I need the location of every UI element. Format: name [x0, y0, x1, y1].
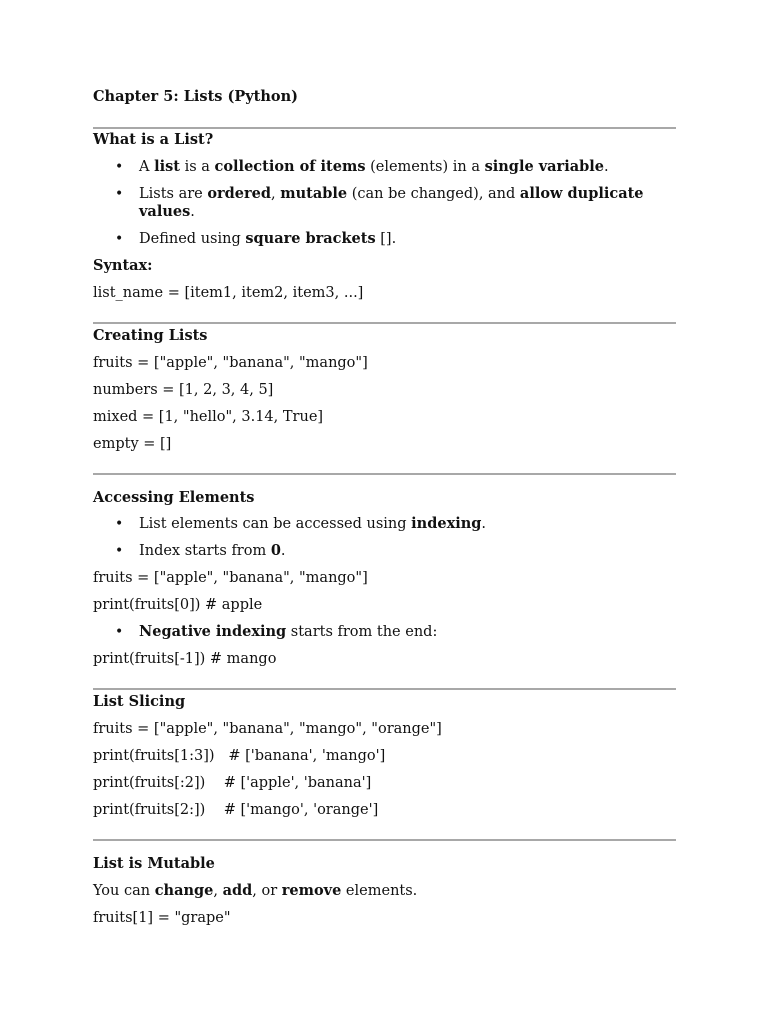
section-heading-list-is-mutable: List is Mutable [93, 855, 215, 872]
section-divider [93, 839, 676, 841]
section-divider [93, 688, 676, 690]
bullet-icon: • [115, 624, 124, 640]
document-page: Chapter 5: Lists (Python) What is a List? • A list is a collection of items (elements) in a single variable. • Lists are ordered, mutable (can be changed), and allow duplicate values. • Defined using square brackets []. Syntax: list_name = [item1, item2, item3, ...] Creating Lists fruits = ["apple", "banana", "mango"] numbers = [1, 2, 3, 4, 5] mixed = [1, "hello", 3.14, True] empty = [] Accessing Elements • List elements can be accessed using indexing. • Index starts from 0. fruits = ["apple", "banana", "mango"] print(fruits[0]) # apple • Negative indexing starts from the end: print(fruits[-1]) # mango List Slicing fruits = ["apple", "banana", "mango", "orange"] print(fruits[1:3]) # ['banana', 'mango'] print(fruits[:2]) # ['apple', 'banana'] print(fruits[2:]) # ['mango', 'orange'] List is Mutable You can change, add, or remove elements. fruits[1] = "grape" [93, 0, 676, 1024]
code-line: print(fruits[2:]) # ['mango', 'orange'] [93, 802, 379, 818]
bullet-icon: • [115, 516, 124, 532]
section-heading-creating-lists: Creating Lists [93, 327, 208, 344]
bullet-icon: • [115, 186, 124, 202]
section-heading-list-slicing: List Slicing [93, 693, 186, 710]
syntax-code: list_name = [item1, item2, item3, ...] [93, 285, 364, 301]
code-line: print(fruits[0]) # apple [93, 597, 263, 613]
mutable-intro: You can change, add, or remove elements. [93, 882, 418, 899]
code-line: print(fruits[:2]) # ['apple', 'banana'] [93, 775, 372, 791]
code-line: empty = [] [93, 436, 172, 452]
chapter-title: Chapter 5: Lists (Python) [93, 88, 298, 105]
code-line: print(fruits[1:3]) # ['banana', 'mango'] [93, 748, 386, 764]
syntax-label: Syntax: [93, 257, 153, 274]
bullet-icon: • [115, 231, 124, 247]
section-divider [93, 127, 676, 129]
section-divider [93, 322, 676, 324]
bullet-icon: • [115, 159, 124, 175]
code-line: fruits = ["apple", "banana", "mango", "orange"] [93, 721, 442, 737]
code-line: fruits = ["apple", "banana", "mango"] [93, 570, 368, 586]
code-line: mixed = [1, "hello", 3.14, True] [93, 409, 324, 425]
code-line: fruits = ["apple", "banana", "mango"] [93, 355, 368, 371]
section-heading-what-is-a-list: What is a List? [93, 131, 214, 148]
code-line: fruits[1] = "grape" [93, 910, 231, 926]
section-divider [93, 473, 676, 475]
code-line: print(fruits[-1]) # mango [93, 651, 277, 667]
section-heading-accessing-elements: Accessing Elements [93, 489, 255, 506]
bullet-icon: • [115, 543, 124, 559]
code-line: numbers = [1, 2, 3, 4, 5] [93, 382, 274, 398]
